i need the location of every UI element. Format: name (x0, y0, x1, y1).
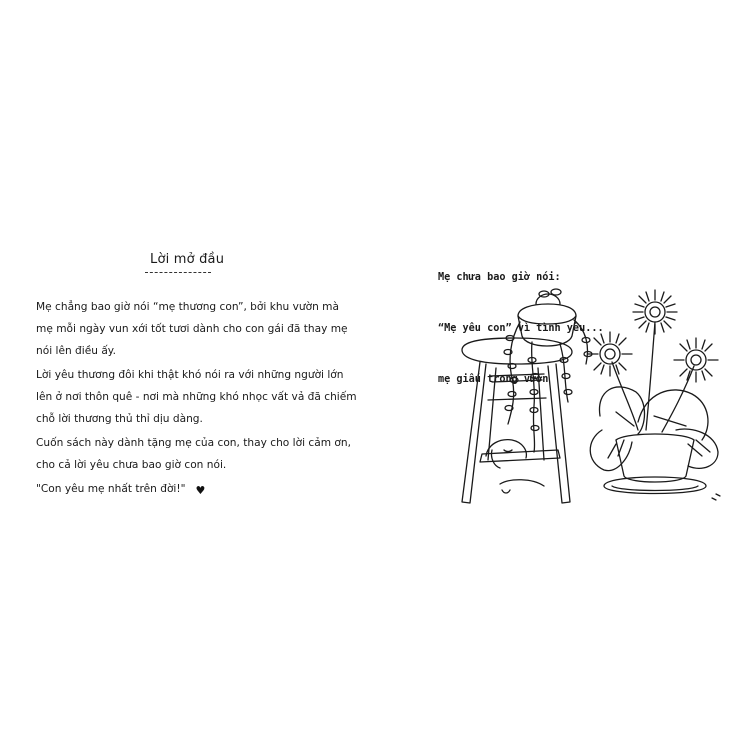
closing-quote: "Con yêu mẹ nhất trên đời!" (36, 483, 186, 495)
heading-dashed-rule (145, 272, 211, 273)
preface-paragraph-1: Mẹ chẳng bao giờ nói “mẹ thương con”, bởi khu vườn mà mẹ mỗi ngày vun xới tốt tươi dành cho con gái đã thay mẹ nói lên điều ấy. (36, 301, 348, 357)
wooden-stool (462, 338, 572, 503)
preface-body (36, 296, 358, 500)
stool-left-leg (462, 362, 486, 503)
sleeping-dog (486, 440, 544, 493)
stool-top (462, 338, 572, 364)
closing-line (36, 478, 358, 500)
preface-paragraph-2: Lời yêu thương đôi khi thật khó nói ra với những người lớn lên ở nơi thôn quê - nơi mà những khó nhọc vất vả đã chiếm chỗ lời thương thủ thỉ dịu dàng. (36, 369, 357, 425)
preface-paragraph-3: Cuốn sách này dành tặng mẹ của con, thay cho lời cảm ơn, cho cả lời yêu chưa bao giờ con nói. (36, 437, 351, 471)
caption-line-2: “Mẹ yêu con” vì tình yêu... (438, 323, 604, 334)
caption-line-3: mẹ giấu trong vườn (438, 374, 549, 385)
gerbera-flowers (588, 290, 718, 471)
page-heading: Lời mở đầu (150, 252, 225, 267)
garden-illustration (440, 280, 740, 520)
stool-right-leg (548, 364, 570, 503)
flower-pot (604, 434, 706, 494)
flower-top (633, 290, 677, 334)
stool-rung (488, 398, 546, 400)
flower-left (588, 332, 632, 376)
stool-back-right-leg (538, 368, 544, 460)
caption-line-1: Mẹ chưa bao giờ nói: (438, 272, 561, 283)
flower-right (674, 338, 718, 382)
heart-icon: ♥ (195, 483, 206, 497)
